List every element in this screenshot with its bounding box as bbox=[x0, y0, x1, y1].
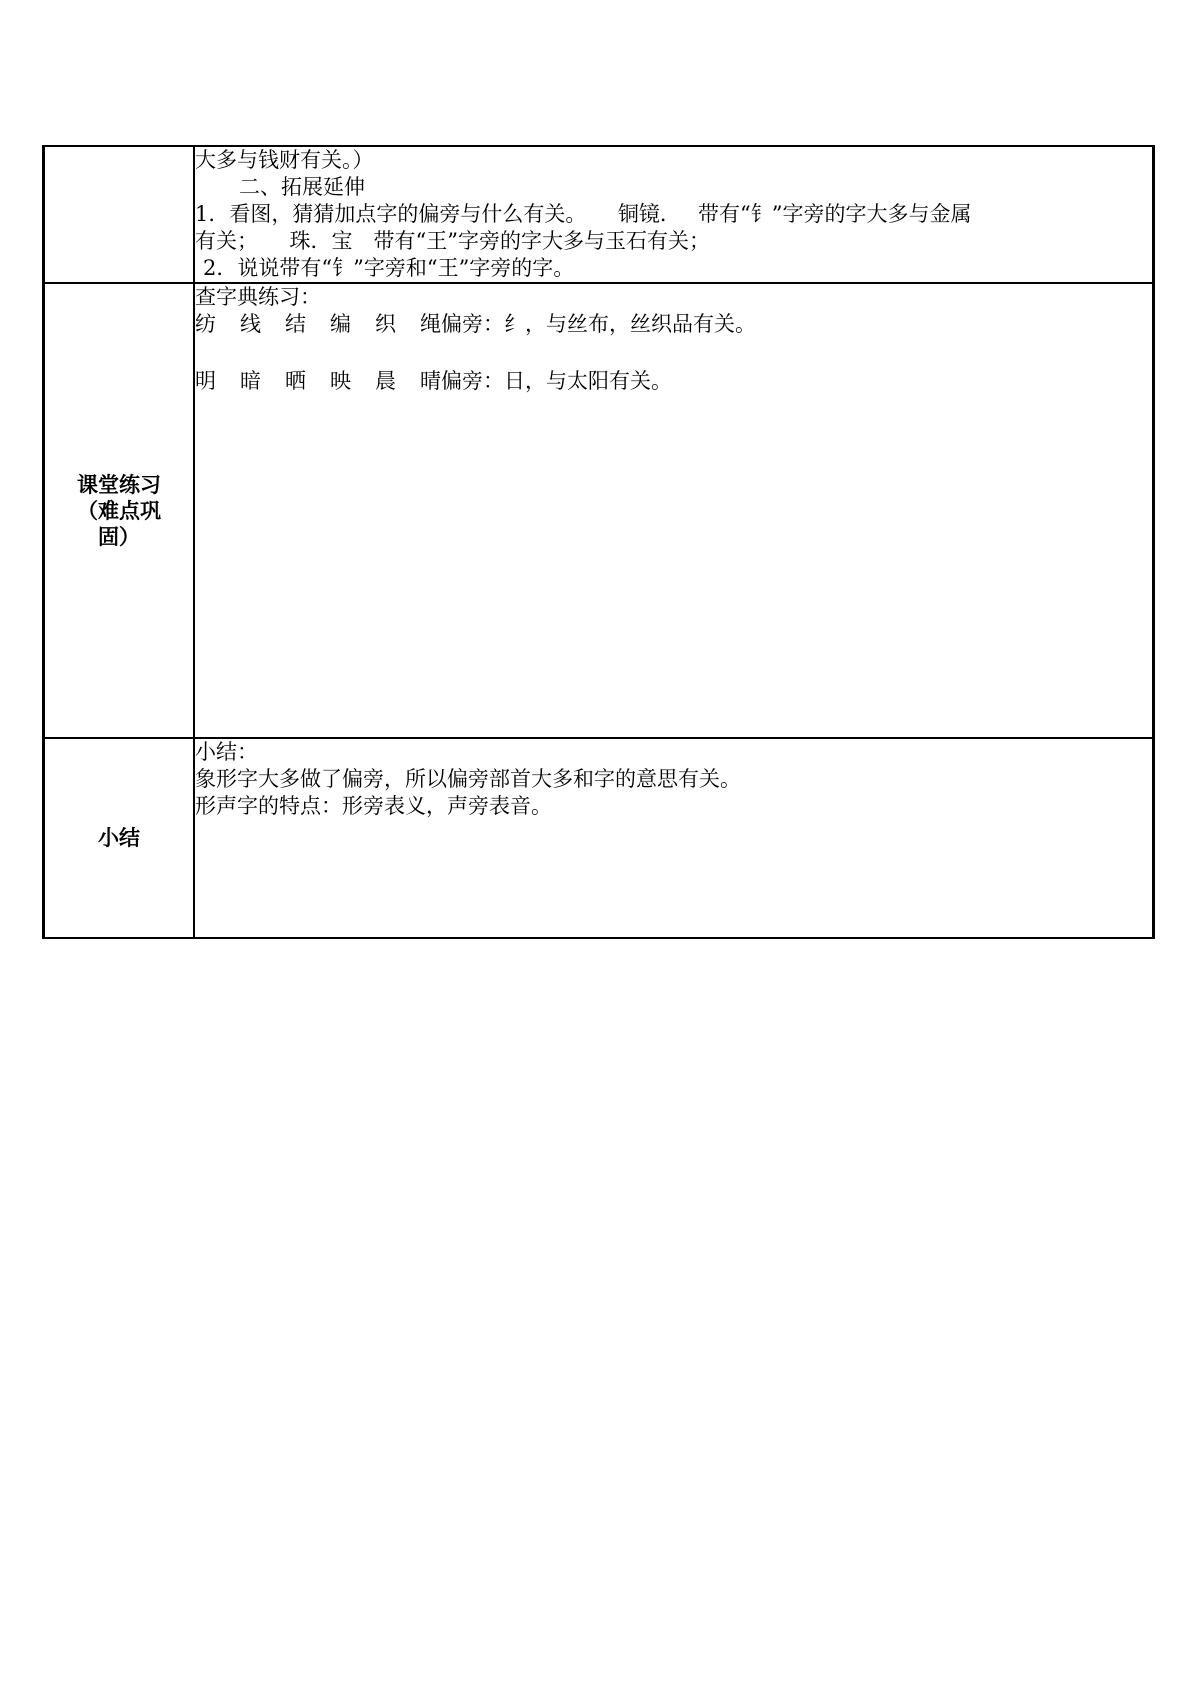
radical-note: 偏旁：日，与太阳有关。 bbox=[441, 369, 672, 393]
character: 晴 bbox=[420, 369, 441, 393]
table-row bbox=[44, 738, 1154, 938]
character: 线 bbox=[240, 312, 261, 336]
character: 晨 bbox=[375, 369, 396, 393]
content-line: 1．看图，猜猜加点字的偏旁与什么有关。 铜镜． 带有“钅”字旁的字大多与金属 bbox=[195, 202, 972, 226]
row-content-cell bbox=[194, 283, 1154, 738]
character: 映 bbox=[330, 369, 351, 393]
content-line: 有关； 珠．宝 带有“王”字旁的字大多与玉石有关； bbox=[195, 229, 710, 253]
character: 编 bbox=[330, 312, 351, 336]
character: 纺 bbox=[195, 312, 216, 336]
row-label-cell bbox=[44, 146, 195, 283]
character: 晒 bbox=[285, 369, 306, 393]
table-row bbox=[44, 146, 1154, 283]
row-content-cell bbox=[194, 738, 1154, 938]
radical-note: 偏旁：纟，与丝布，丝织品有关。 bbox=[441, 312, 756, 336]
row-label-cell bbox=[44, 283, 195, 738]
summary-heading: 小结： bbox=[195, 740, 258, 764]
content-line: 2．说说带有“钅”字旁和“王”字旁的字。 bbox=[203, 256, 575, 280]
content-line: 大多与钱财有关。） bbox=[195, 148, 374, 172]
section-heading: 二、拓展延伸 bbox=[239, 175, 365, 199]
table-row bbox=[44, 283, 1154, 738]
summary-line: 形声字的特点：形旁表义，声旁表音。 bbox=[195, 794, 552, 818]
exercise-group bbox=[195, 368, 1152, 395]
row-label: 课堂练习（难点巩固） bbox=[77, 472, 161, 549]
spacer bbox=[195, 338, 1152, 368]
character: 结 bbox=[285, 312, 306, 336]
summary-line: 象形字大多做了偏旁，所以偏旁部首大多和字的意思有关。 bbox=[195, 767, 741, 791]
row-label: 小结 bbox=[98, 826, 140, 850]
character: 明 bbox=[195, 369, 216, 393]
character: 暗 bbox=[240, 369, 261, 393]
exercise-group bbox=[195, 311, 1152, 338]
row-label-cell bbox=[44, 738, 195, 938]
character: 织 bbox=[375, 312, 396, 336]
exercise-heading: 查字典练习： bbox=[195, 285, 321, 309]
row-content-cell bbox=[194, 146, 1154, 283]
lesson-plan-table bbox=[42, 145, 1155, 939]
character: 绳 bbox=[420, 312, 441, 336]
